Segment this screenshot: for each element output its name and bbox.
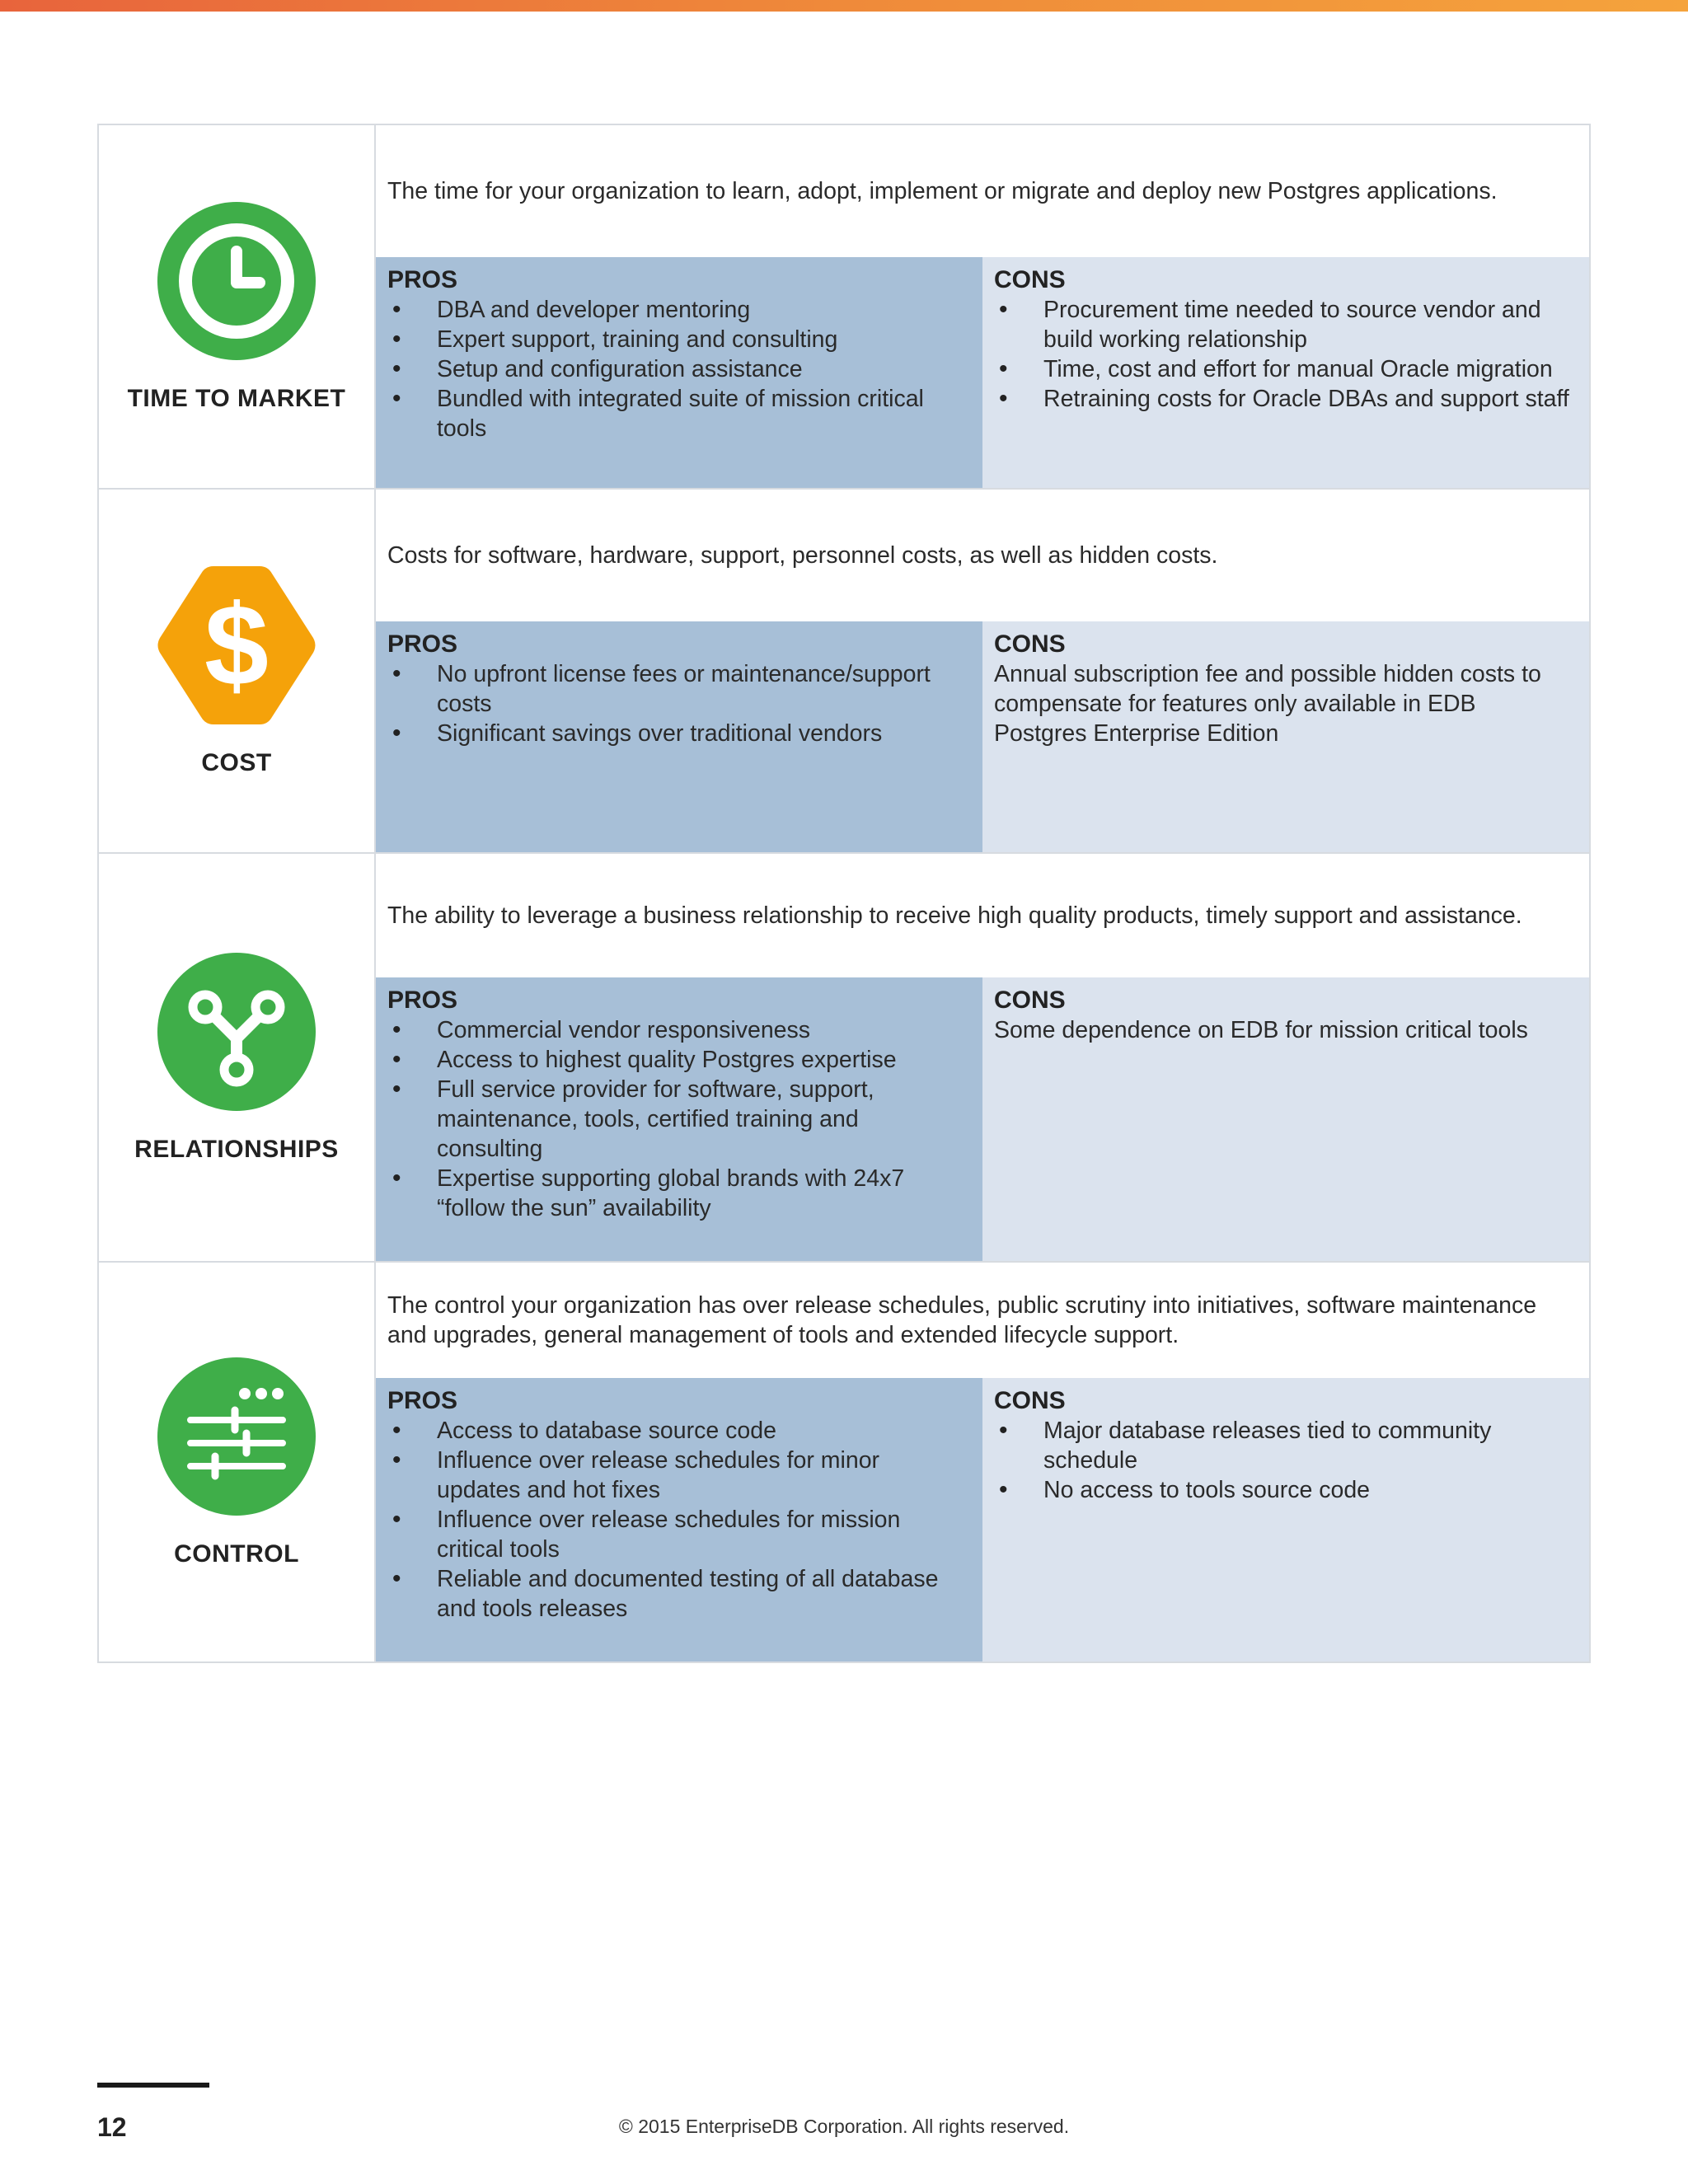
cons-text: Annual subscription fee and possible hidden costs to compensate for features only available in EDB Postgres Enterprise Edition	[994, 661, 1541, 747]
row-label: COST	[201, 749, 272, 776]
cons-text: Some dependence on EDB for mission critical tools	[994, 1017, 1528, 1043]
pros-cell	[376, 621, 982, 852]
cons-heading: CONS	[994, 987, 1066, 1014]
cons-heading: CONS	[994, 1387, 1066, 1414]
row-label-cell	[99, 854, 376, 1261]
row-label-cell	[99, 125, 376, 488]
table-row-time-to-market	[97, 125, 1591, 490]
list-item: • Reliable and documented testing of all database and tools releases	[387, 1564, 966, 1624]
table-row-control	[97, 1263, 1591, 1663]
row-description: The control your organization has over release schedules, public scrutiny into initiatives, software maintenance and upgrades, general management of tools and extended lifecycle support.	[387, 1292, 1537, 1348]
list-item: • Major database releases tied to community schedule	[994, 1416, 1573, 1475]
list-item: • Influence over release schedules for mission critical tools	[387, 1505, 966, 1564]
list-item: • No access to tools source code	[994, 1475, 1573, 1505]
row-label-cell	[99, 490, 376, 852]
row-label-cell	[99, 1263, 376, 1661]
list-item: • Retraining costs for Oracle DBAs and support staff	[994, 384, 1573, 414]
dollar-hexagon-icon	[156, 565, 317, 726]
list-item: • Access to database source code	[387, 1416, 966, 1446]
list-item: • Bundled with integrated suite of mission critical tools	[387, 384, 966, 443]
table-row-cost	[97, 490, 1591, 854]
svg-text:$: $	[204, 580, 269, 710]
list-item: • Influence over release schedules for minor updates and hot fixes	[387, 1446, 966, 1505]
table-row-relationships	[97, 854, 1591, 1263]
pros-cell	[376, 1378, 982, 1661]
list-item: • Commercial vendor responsiveness	[387, 1015, 966, 1045]
list-item: • No upfront license fees or maintenance/support costs	[387, 659, 966, 719]
cons-heading: CONS	[994, 266, 1066, 293]
pros-cell	[376, 977, 982, 1261]
list-item: • Time, cost and effort for manual Oracle migration	[994, 354, 1573, 384]
copyright-notice: © 2015 EnterpriseDB Corporation. All rights reserved.	[618, 2116, 1070, 2137]
sliders-control-icon	[156, 1356, 317, 1517]
cons-cell	[982, 257, 1589, 488]
page-number: 12	[97, 2112, 127, 2142]
cons-heading: CONS	[994, 630, 1066, 658]
list-item: • DBA and developer mentoring	[387, 295, 966, 325]
row-content	[376, 1263, 1589, 1661]
list-item: • Access to highest quality Postgres expertise	[387, 1045, 966, 1075]
row-content	[376, 125, 1589, 488]
comparison-table	[97, 124, 1591, 1663]
row-description: Costs for software, hardware, support, personnel costs, as well as hidden costs.	[387, 542, 1218, 569]
pros-heading: PROS	[387, 987, 458, 1014]
cons-cell	[982, 977, 1589, 1261]
list-item: • Expert support, training and consulting	[387, 325, 966, 354]
top-accent-bar	[0, 0, 1688, 12]
pros-cell	[376, 257, 982, 488]
list-item: • Procurement time needed to source vendor and build working relationship	[994, 295, 1573, 354]
relationship-network-icon	[156, 951, 317, 1113]
row-description: The ability to leverage a business relationship to receive high quality products, timely support and assistance.	[387, 902, 1522, 929]
row-label: CONTROL	[174, 1540, 299, 1568]
row-label: RELATIONSHIPS	[134, 1136, 339, 1163]
row-description: The time for your organization to learn, adopt, implement or migrate and deploy new Postgres applications.	[387, 178, 1498, 204]
cons-cell	[982, 1378, 1589, 1661]
list-item: • Significant savings over traditional vendors	[387, 719, 966, 748]
pros-heading: PROS	[387, 266, 458, 293]
list-item: • Setup and configuration assistance	[387, 354, 966, 384]
row-content	[376, 490, 1589, 852]
row-label: TIME TO MARKET	[127, 385, 346, 412]
cons-cell	[982, 621, 1589, 852]
footer-rule	[97, 2083, 209, 2088]
clock-icon	[156, 200, 317, 362]
list-item: • Full service provider for software, support, maintenance, tools, certified training and consulting	[387, 1075, 966, 1164]
row-content	[376, 854, 1589, 1261]
pros-heading: PROS	[387, 630, 458, 658]
pros-heading: PROS	[387, 1387, 458, 1414]
list-item: • Expertise supporting global brands with 24x7 “follow the sun” availability	[387, 1164, 966, 1223]
